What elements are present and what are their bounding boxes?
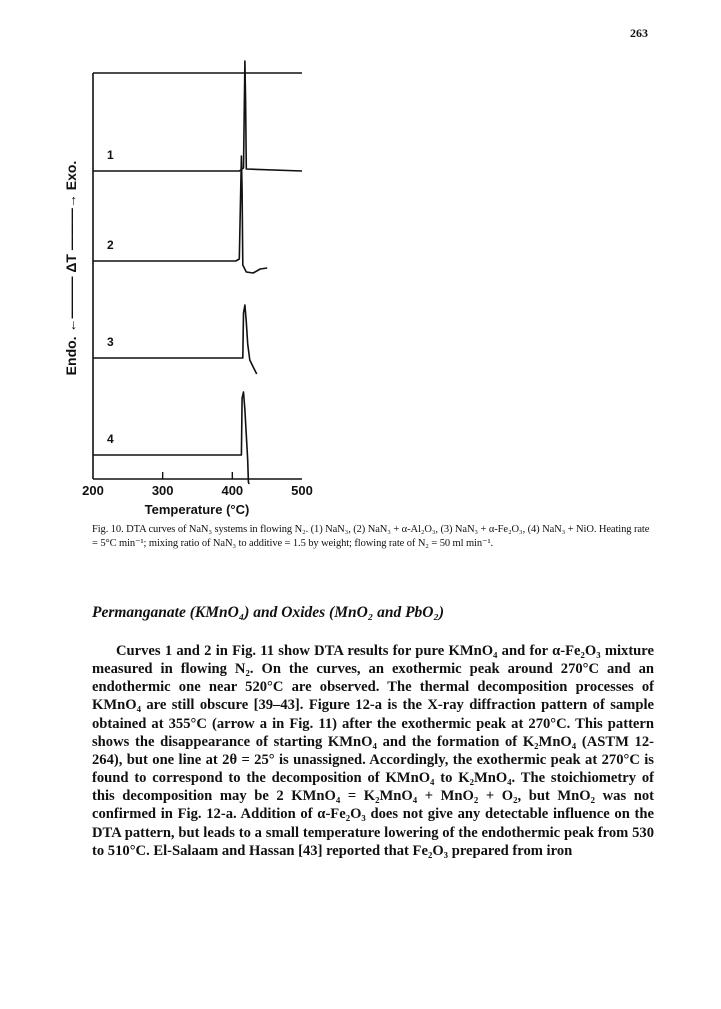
plot-frame [93,73,302,479]
figure-caption: Fig. 10. DTA curves of NaN₃ systems in flowing N₂. (1) NaN₃, (2) NaN₃ + α-Al₂O₃, (3) NaN₃ + α-Fe₂O₃, (4) NaN₃ + NiO. Heating rate = 5°C min⁻¹; mixing ratio of NaN₃ to additive = 1.5 by weight; flowing rate of N₂ = 50 ml min⁻¹. [92,524,650,549]
x-tick-label: 300 [151,483,174,498]
x-tick-group [82,472,313,498]
dta-curve-4 [93,392,249,484]
x-tick-label: 200 [82,483,104,498]
body-paragraph: Curves 1 and 2 in Fig. 11 show DTA results for pure KMnO₄ and for α-Fe₂O₃ mixture measured in flowing N₂. On the curves, an exothermic peak around 270°C and an endothermic one near 520°C are observed. The thermal decomposition processes of KMnO₄ are still obscure [39–43]. Figure 12-a is the X-ray diffraction pattern of sample obtained at 355°C (arrow a in Fig. 11) after the exothermic peak at 270°C. This pattern shows the disappearance of starting KMnO₄ and the formation of K₂MnO₄ (ASTM 12-264), but one line at 2θ = 25° is unassigned. Accordingly, the exothermic peak at 270°C is found to correspond to the decomposition of KMnO₄ to K₂MnO₄. The stoichiometry of this decomposition may be 2 KMnO₄ = K₂MnO₄ + MnO₂ + O₂, but MnO₂ was not confirmed in Fig. 12-a. Addition of α-Fe₂O₃ does not give any detectable influence on the DTA pattern, but leads to a small temperature lowering of the endothermic peak from 530 to 510°C. El-Salaam and Hassan [43] reported that Fe₂O₃ prepared from iron [92,643,654,859]
curve-label-4: 4 [107,432,114,446]
curve-label-2: 2 [107,238,114,252]
curve-label-1: 1 [107,148,114,162]
y-axis-label: Endo. ←——— ΔT ———→ Exo. [63,160,79,376]
x-tick-label: 500 [291,483,313,498]
dta-curve-3 [93,305,257,374]
section-heading: Permanganate (KMnO₄) and Oxides (MnO₂ and PbO₂) [92,604,445,621]
page-number: 263 [630,26,648,40]
x-axis-label: Temperature (°C) [144,502,250,517]
dta-curve-1 [93,61,302,171]
curve-label-3: 3 [107,335,114,349]
dta-curve-2 [93,156,267,273]
dta-curves [93,61,302,484]
x-tick-label: 400 [221,483,244,498]
